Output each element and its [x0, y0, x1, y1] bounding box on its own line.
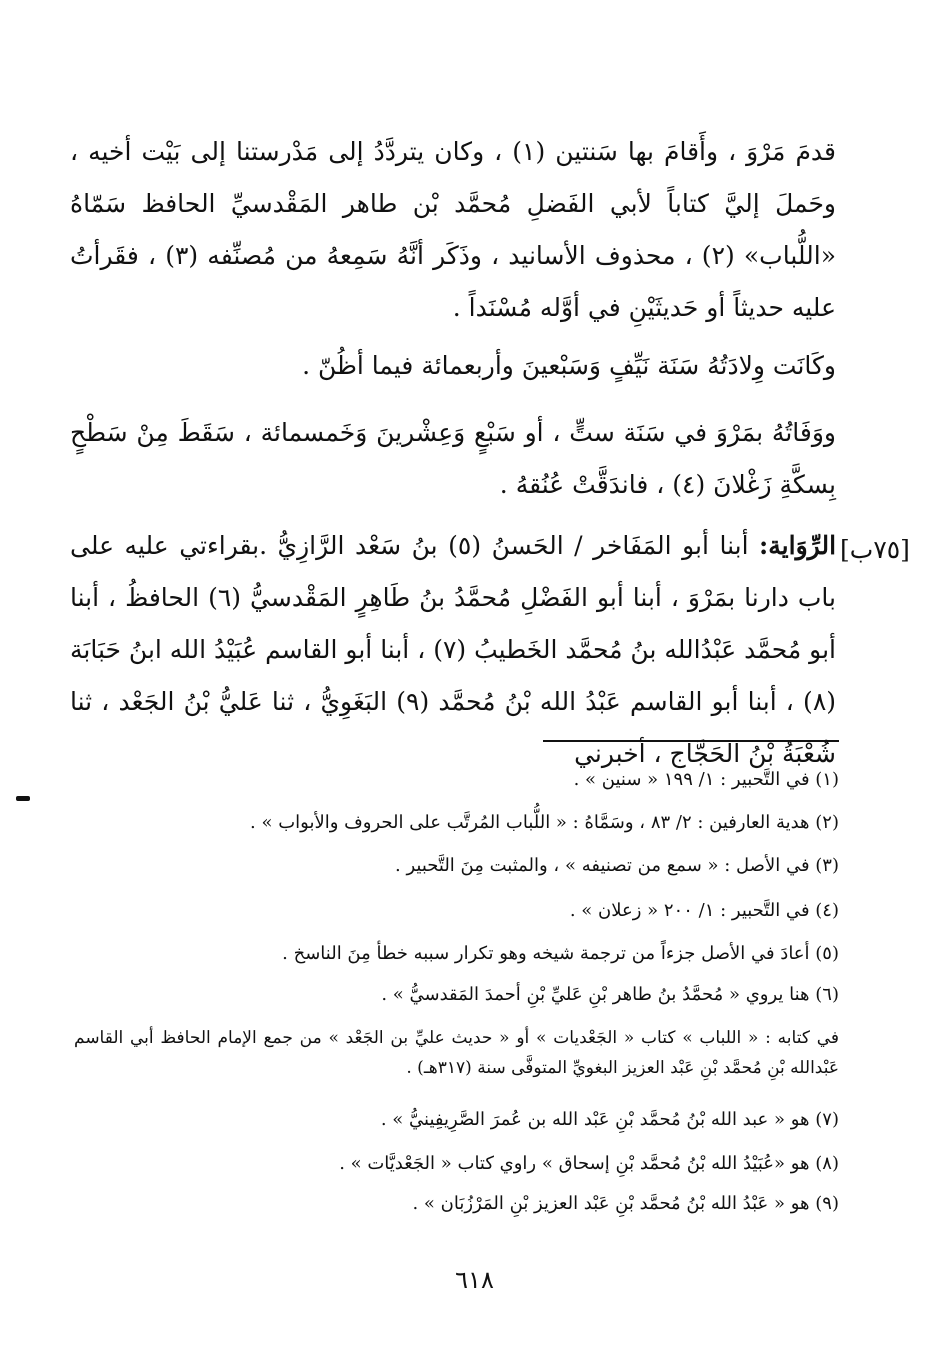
body-paragraph-1: قدمَ مَرْوَ ، وأَقامَ بها سَنتين (١) ، وكان يتردَّدُ إلى مَدْرستنا إلى بَيْت أخيه ، وحَملَ إليَّ كتاباً لأبي الفَضلِ مُحمَّد بْن طاهر المَقْدسيِّ الحافظ سَمّاهُ «اللُّباب» (٢) ، محذوف الأسانيد ، وذَكَر أنَّهُ سَمِعهُ من مُصنِّفه (٣) ، فقَرأتُ عليه حديثاً أو حَديثَيْنِ في أوَّله مُسْنَداً .: [70, 137, 837, 322]
margin-mark: [16, 796, 30, 801]
riwaya-text: أبنا أبو المَفَاخر / الحَسنُ (٥) بنُ سَعْد الرَّازِيُّ .بقراءتي عليه على باب دارنا بمَرْوَ ، أبنا أبو الفَضْلِ مُحمَّدُ بنُ طَاهِرٍ المَقْدسيُّ (٦) الحافظُ ، أبنا أبو مُحمَّد عَبْدُالله بنُ مُحمَّد الخَطيبُ (٧) ، أبنا أبو القاسم عُبَيْدُ الله ابنُ حَبَابَة (٨) ، أبنا أبو القاسم عَبْدُ الله بْنُ مُحمَّد (٩) البَغَوِيُّ ، ثنا عَليُّ بْنُ الجَعْد ، ثنا شُعْبَةُ بْنُ الحَجَّاج ، أخبرني: [70, 531, 837, 768]
footnote-6: (٦) هنا يروي « مُحمَّدُ بنُ طاهر بْنِ عَليِّ بْنِ أحمدَ المَقدسيُّ » .: [381, 984, 839, 1005]
footnote-8: (٨) هو «عُبَيْدُ الله بْنُ مُحمَّد بْنِ إسحاق » راوي كتاب « الجَعْديَّات » .: [339, 1153, 839, 1174]
footnote-2: (٢) هدية العارفين : ٢/ ٨٣ ، وسَمَّاهُ : « اللُّباب المُرتَّب على الحروف والأبواب » .: [250, 812, 839, 833]
footnote-3: (٣) في الأصل : « سمع من تصنيفه » ، والمثبت مِنَ التَّحبير .: [395, 855, 839, 876]
footnote-9: (٩) هو « عَبْدُ الله بْنُ مُحمَّد بْنِ عَبْد العزيز بْنِ المَرْزُبَان » .: [412, 1193, 839, 1214]
footnote-4: (٤) في التَّحبير : ١/ ٢٠٠ « زعلان » .: [569, 900, 839, 921]
folio-marker: [٧٥ب]: [840, 535, 910, 564]
body-paragraph-2: وكَانَت وِلادَتُهُ سَنَة نَيِّفٍ وَسَبْعينَ وأربعمائة فيما أظُنّ .: [302, 351, 836, 380]
footnote-separator: [543, 740, 839, 742]
footnote-6-continuation: في كتابه : « اللباب » كتاب « الجَعْديات » أو « حديث عليِّ بن الجَعْد » من جمع الإمام الحافظ أبي القاسم عَبْدالله بْنِ مُحمَّد بْنِ عَبْد العزيز البغويِّ المتوفَّى سنة (٣١٧هـ) .: [74, 1028, 839, 1078]
page-number: ٦١٨: [455, 1266, 494, 1294]
footnote-5: (٥) أعادَ في الأصل جزءاً من ترجمة شيخه وهو تكرار سببه خطأ مِنَ الناسخ .: [282, 943, 839, 964]
footnote-1: (١) في التَّحبير : ١/ ١٩٩ « سنين » .: [573, 769, 839, 790]
riwaya-label: الرِّوَاية:: [759, 531, 837, 560]
body-paragraph-3: ووَفَاتُهُ بمَرْوَ في سَنَة ستٍّ ، أو سَبْعٍ وَعِشْرينَ وَخَمسمائة ، سَقَطَ مِنْ سَطْحٍ بِسكَّةِ زَغْلانَ (٤) ، فاندَقَّتْ عُنُقهُ .: [70, 418, 836, 499]
footnote-7: (٧) هو « عبد الله بْنُ مُحمَّد بْنِ عَبْد الله بن عُمرَ الصَّرِيفِينيُّ » .: [380, 1109, 839, 1130]
